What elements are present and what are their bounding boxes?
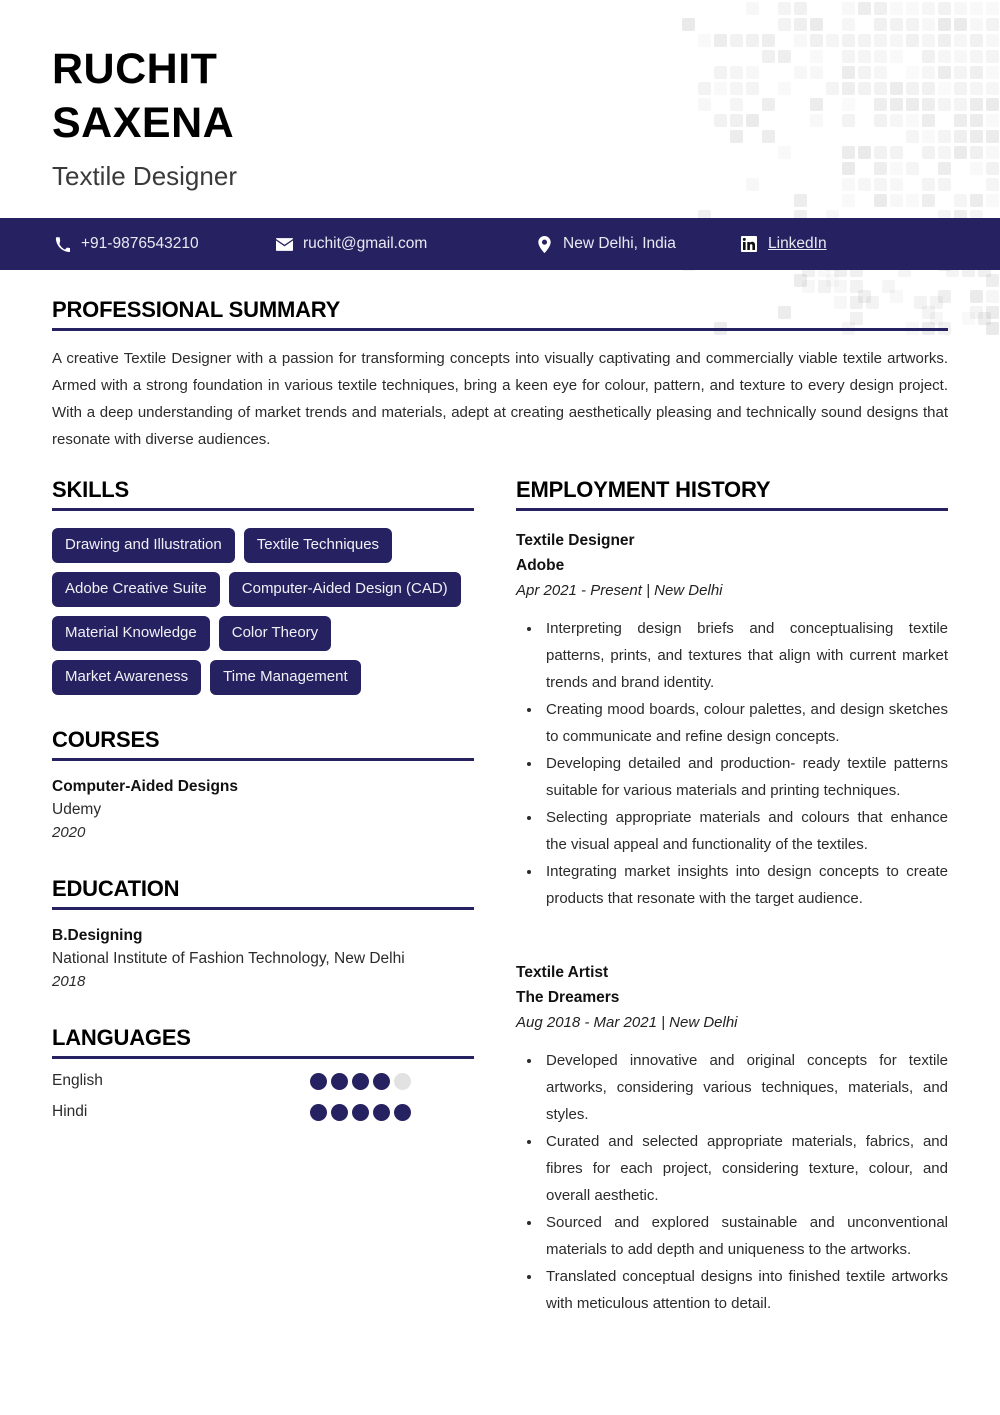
level-dot-filled — [352, 1104, 369, 1121]
education-heading: EDUCATION — [52, 876, 180, 901]
courses-heading: COURSES — [52, 727, 160, 752]
skills-list — [52, 528, 474, 695]
level-dot-filled — [310, 1073, 327, 1090]
course-title: Computer-Aided Designs — [52, 778, 239, 795]
language-row — [52, 1072, 474, 1090]
decorative-square — [906, 194, 919, 207]
language-name: English — [52, 1072, 103, 1089]
skill-pill: Drawing and Illustration — [52, 528, 235, 563]
language-name: Hindi — [52, 1103, 88, 1120]
contact-linkedin-text[interactable]: LinkedIn — [768, 235, 827, 252]
skill-pill: Textile Techniques — [244, 528, 392, 563]
employment-jobs-list — [516, 528, 948, 1317]
skill-pill: Color Theory — [219, 616, 331, 651]
skill-pill: Computer-Aided Design (CAD) — [229, 572, 461, 607]
job-role: Textile Designer — [516, 532, 635, 549]
contact-phone[interactable] — [52, 235, 274, 253]
skill-pill: Material Knowledge — [52, 616, 210, 651]
job-dates-location: Apr 2021 - Present | New Delhi — [516, 582, 723, 599]
section-professional-summary — [52, 297, 948, 453]
languages-heading: LANGUAGES — [52, 1025, 191, 1050]
professional-summary-text: A creative Textile Designer with a passion for transforming concepts into visually captivating and commercially viable textile artworks. Armed with a strong foundation in various textile techniques, bring a keen eye for colour, pattern, and texture to every design project. With a deep understanding of market trends and materials, adept at creating aesthetically pleasing and technically sound designs that resonate with diverse audiences. — [52, 350, 948, 448]
section-divider — [52, 907, 474, 910]
job-dates-location: Aug 2018 - Mar 2021 | New Delhi — [516, 1014, 738, 1031]
level-dot-filled — [331, 1104, 348, 1121]
language-level-dots — [310, 1073, 411, 1090]
job-bullet: • Translated conceptual designs into finished textile artworks with meticulous attention to detail. — [542, 1263, 948, 1317]
candidate-last-name: SAXENA — [52, 99, 235, 147]
column-gap — [474, 477, 516, 1317]
candidate-first-name: RUCHIT — [52, 45, 218, 93]
education-institution: National Institute of Fashion Technology, New Delhi — [52, 950, 405, 967]
decorative-square — [850, 280, 863, 293]
employment-history-heading: EMPLOYMENT HISTORY — [516, 477, 771, 502]
contact-email-text: ruchit@gmail.com — [303, 235, 428, 252]
level-dot-filled — [352, 1073, 369, 1090]
contact-email[interactable] — [274, 235, 534, 253]
languages-list — [52, 1072, 474, 1121]
decorative-square — [970, 194, 983, 207]
courses-list — [52, 776, 474, 844]
job-bullet-list — [516, 1047, 948, 1317]
decorative-square — [954, 194, 967, 207]
contact-linkedin[interactable] — [739, 235, 827, 253]
level-dot-filled — [394, 1104, 411, 1121]
job-role: Textile Artist — [516, 964, 609, 981]
envelope-icon — [274, 235, 294, 253]
job-bullet: • Sourced and explored sustainable and unconventional materials to add depth and uniqueness to the artworks. — [542, 1209, 948, 1263]
two-column-layout — [52, 477, 948, 1317]
section-courses — [52, 727, 474, 844]
skill-pill: Time Management — [210, 660, 361, 695]
job-bullet: • Curated and selected appropriate materials, fabrics, and fibres for each project, considering texture, colour, and overall aesthetic. — [542, 1128, 948, 1209]
section-skills — [52, 477, 474, 695]
job-bullet: • Interpreting design briefs and conceptualising textile patterns, prints, and textures that align with current market trends and brand identity. — [542, 615, 948, 696]
level-dot-filled — [373, 1104, 390, 1121]
job-company: Adobe — [516, 557, 565, 574]
job-bullet: • Integrating market insights into design concepts to create products that resonate with the target audience. — [542, 858, 948, 912]
language-level-dots — [310, 1104, 411, 1121]
skill-pill: Market Awareness — [52, 660, 201, 695]
section-divider — [52, 1056, 474, 1059]
course-provider: Udemy — [52, 801, 102, 818]
decorative-square — [922, 194, 935, 207]
course-entry — [52, 776, 474, 844]
language-row — [52, 1103, 474, 1121]
decorative-square — [826, 274, 839, 287]
job-bullet: • Developing detailed and production- ready textile patterns suitable for various materials and printing techniques. — [542, 750, 948, 804]
decorative-square — [874, 194, 887, 207]
section-divider — [52, 758, 474, 761]
level-dot-filled — [373, 1073, 390, 1090]
decorative-square — [834, 280, 847, 293]
job-bullet: • Developed innovative and original concepts for textile artworks, considering various techniques, materials, and styles. — [542, 1047, 948, 1128]
level-dot-filled — [310, 1104, 327, 1121]
decorative-square — [842, 194, 855, 207]
contact-location — [534, 235, 739, 253]
section-languages — [52, 1025, 474, 1121]
job-spacer — [516, 912, 948, 943]
job-bullet-list — [516, 615, 948, 912]
level-dot-empty — [394, 1073, 411, 1090]
job-bullet: • Selecting appropriate materials and colours that enhance the visual appeal and functionality of the textiles. — [542, 804, 948, 858]
contact-bar — [0, 218, 1000, 270]
education-entry — [52, 925, 474, 993]
education-year: 2018 — [52, 973, 86, 990]
job-company: The Dreamers — [516, 989, 620, 1006]
left-column — [52, 477, 474, 1317]
decorative-square — [794, 274, 807, 287]
decorative-square — [890, 194, 903, 207]
professional-summary-heading: PROFESSIONAL SUMMARY — [52, 297, 341, 322]
decorative-square — [986, 194, 999, 207]
decorative-square — [802, 280, 815, 293]
skill-pill: Adobe Creative Suite — [52, 572, 220, 607]
linkedin-icon — [739, 235, 759, 253]
phone-icon — [52, 235, 72, 253]
job-bullet: • Creating mood boards, colour palettes, and design sketches to communicate and refine design concepts. — [542, 696, 948, 750]
section-employment-history — [516, 477, 948, 1317]
level-dot-filled — [331, 1073, 348, 1090]
section-education — [52, 876, 474, 993]
right-column — [516, 477, 948, 1317]
decorative-square — [882, 280, 895, 293]
section-divider — [52, 508, 474, 511]
course-year: 2020 — [52, 824, 86, 841]
decorative-square — [818, 280, 831, 293]
education-list — [52, 925, 474, 993]
candidate-job-title: Textile Designer — [52, 161, 237, 191]
contact-location-text: New Delhi, India — [563, 235, 676, 252]
job-entry — [516, 528, 948, 912]
map-pin-icon — [534, 235, 554, 253]
education-degree: B.Designing — [52, 927, 143, 944]
section-divider — [516, 508, 948, 511]
job-entry — [516, 960, 948, 1317]
section-divider — [52, 328, 948, 331]
resume-header — [0, 0, 1000, 192]
contact-phone-text: +91-9876543210 — [81, 235, 199, 252]
decorative-square — [986, 274, 999, 287]
skills-heading: SKILLS — [52, 477, 130, 502]
decorative-square — [794, 194, 807, 207]
resume-body — [0, 297, 1000, 1317]
